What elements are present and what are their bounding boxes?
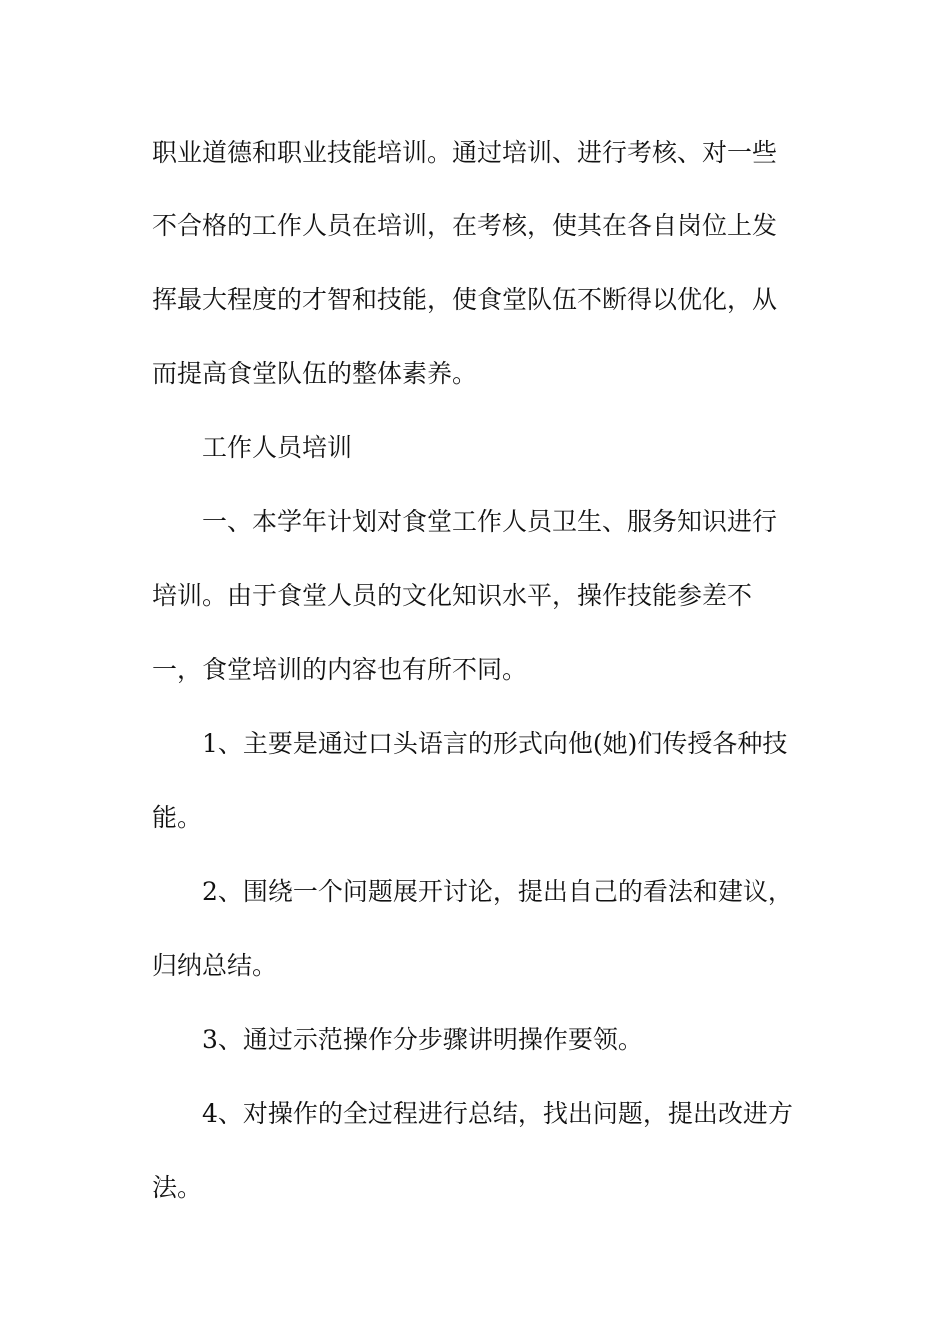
text-line: 培训。由于食堂人员的文化知识水平，操作技能参差不 xyxy=(152,581,753,610)
section-heading: 工作人员培训 xyxy=(202,433,353,462)
text-line: 一、本学年计划对食堂工作人员卫生、服务知识进行 xyxy=(202,507,778,536)
text-line: 一，食堂培训的内容也有所不同。 xyxy=(152,655,528,684)
text-line: 职业道德和职业技能培训。通过培训、进行考核、对一些 xyxy=(152,138,778,167)
text-line: 能。 xyxy=(152,803,203,832)
text-line: 而提高食堂队伍的整体素养。 xyxy=(152,359,478,388)
text-line: 法。 xyxy=(152,1173,203,1202)
text-line: 归纳总结。 xyxy=(152,951,278,980)
text-line: 不合格的工作人员在培训，在考核，使其在各自岗位上发 xyxy=(152,211,778,240)
list-item: 2、围绕一个问题展开讨论，提出自己的看法和建议， xyxy=(202,877,793,906)
list-item: 3、通过示范操作分步骤讲明操作要领。 xyxy=(202,1025,643,1054)
list-item: 4、对操作的全过程进行总结，找出问题，提出改进方 xyxy=(202,1099,793,1128)
list-item: 1、主要是通过口头语言的形式向他(她)们传授各种技 xyxy=(202,729,788,758)
text-line: 挥最大程度的才智和技能，使食堂队伍不断得以优化，从 xyxy=(152,285,778,314)
